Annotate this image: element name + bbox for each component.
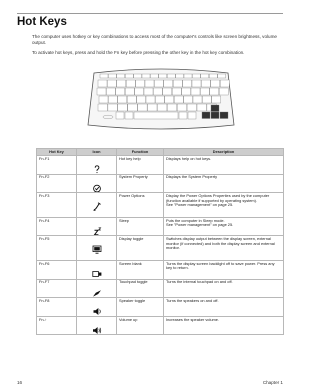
keyboard-key: [155, 96, 164, 103]
keyboard-key: [174, 96, 183, 103]
function-cell: Touchpad toggle: [117, 279, 164, 298]
keyboard-key: [212, 96, 221, 103]
arrow-key: [211, 105, 219, 112]
description-text: See "Power management" on page 25.: [166, 202, 234, 208]
description-text: Puts the computer in Sleep mode.: [166, 217, 225, 223]
function-cell: Screen blank: [117, 260, 164, 279]
description-text: Increases the speaker volume.: [166, 316, 219, 322]
hot-keys-table: [36, 148, 284, 335]
keyboard-key: [150, 74, 158, 78]
hot-key-cell: Fn-F3: [37, 193, 77, 218]
icon-cell: [77, 174, 117, 193]
description-text: See "Power management" on page 25.: [166, 222, 234, 228]
keyboard-key: [172, 88, 181, 95]
keyboard-key: [202, 96, 211, 103]
description-cell: [164, 174, 284, 193]
keyboard-key: [184, 96, 193, 103]
keyboard-key: [98, 80, 107, 87]
keyboard-key: [148, 104, 158, 111]
description-text: Turns the speakers on and off.: [166, 297, 219, 303]
keyboard-key: [157, 104, 167, 111]
system-property-icon: [92, 184, 102, 193]
keyboard-key: [118, 104, 128, 111]
icon-cell: [77, 279, 117, 298]
icon-cell: [77, 298, 117, 317]
keyboard-key: [145, 80, 154, 87]
table-row: [37, 174, 284, 193]
keyboard-key: [210, 88, 219, 95]
table-header-row: [37, 149, 284, 156]
column-header: Icon: [77, 149, 117, 156]
keyboard-key: [136, 80, 145, 87]
keyboard-key: [125, 74, 133, 78]
keyboard-illustration: [86, 67, 236, 132]
keyboard-key: [176, 74, 184, 78]
keyboard-key: [100, 74, 108, 78]
keyboard-key: [146, 96, 155, 103]
keyboard-key: [118, 96, 127, 103]
hot-key-cell: Fn-F7: [37, 279, 77, 298]
keyboard-key: [163, 88, 172, 95]
description-text: Display the Power Options Properties used by the computer (function available if supported by operating system).: [166, 192, 270, 203]
keyboard-key: [187, 104, 197, 111]
description-cell: [164, 236, 284, 261]
keyboard-key: [200, 88, 209, 95]
power-options-icon: [92, 202, 102, 211]
description-text: Switches display output between the display screen, external monitor (if connected) and both the display screen and external monitor.: [166, 236, 275, 251]
keyboard-key: [98, 104, 108, 111]
table-row: [37, 279, 284, 298]
keyboard-key: [173, 80, 182, 87]
keyboard-key: [218, 74, 226, 78]
function-cell: Power Options: [117, 193, 164, 218]
description-cell: [164, 260, 284, 279]
keyboard-key: [182, 88, 191, 95]
hot-key-cell: Fn-F5: [37, 236, 77, 261]
keyboard-key: [108, 74, 116, 78]
keyboard-key: [144, 88, 153, 95]
keyboard-key: [211, 80, 220, 87]
function-cell: System Property: [117, 174, 164, 193]
icon-cell: [77, 260, 117, 279]
keyboard-key: [99, 96, 108, 103]
page-title: Hot Keys: [17, 16, 67, 28]
description-cell: [164, 217, 284, 236]
keyboard-key: [219, 88, 228, 95]
keyboard-key: [167, 104, 177, 111]
table-row: [37, 236, 284, 261]
keyboard-key: [117, 80, 126, 87]
keyboard-key: [159, 74, 167, 78]
keyboard-key: [201, 80, 210, 87]
description-cell: [164, 279, 284, 298]
keyboard-key: [179, 112, 187, 119]
table-row: [37, 217, 284, 236]
arrow-key: [211, 112, 219, 119]
function-cell: Volume up: [117, 316, 164, 335]
arrow-key: [220, 112, 228, 119]
question-mark-icon: [92, 165, 102, 174]
keyboard-key: [135, 88, 144, 95]
keyboard-key: [220, 80, 229, 87]
keyboard-key: [117, 74, 125, 78]
table-row: [37, 156, 284, 175]
keyboard-key: [116, 88, 125, 95]
instruction-paragraph: To activate hot keys, press and hold the Fn key before pressing the other key in the hot key combination.: [32, 50, 245, 55]
description-text: Turns the display screen backlight off to save power. Press any key to return.: [166, 260, 275, 271]
hot-key-cell: Fn-F4: [37, 217, 77, 236]
table-row: [37, 316, 284, 335]
function-cell: Sleep: [117, 217, 164, 236]
keyboard-key: [125, 112, 133, 119]
keyboard-key: [183, 80, 192, 87]
volume-up-icon: [92, 326, 102, 335]
keyboard-key: [126, 80, 135, 87]
description-text: Turns the internal touchpad on and off.: [166, 279, 233, 285]
keyboard-key: [167, 74, 175, 78]
sleep-icon: [92, 227, 102, 236]
keyboard-key: [134, 112, 178, 119]
description-cell: [164, 298, 284, 317]
keyboard-key: [128, 104, 138, 111]
keyboard-key: [209, 74, 217, 78]
column-header: Hot Key: [37, 149, 77, 156]
description-text: Displays help on hot keys.: [166, 155, 212, 161]
table-row: [37, 193, 284, 218]
keyboard-key: [188, 112, 196, 119]
keyboard-key: [184, 74, 192, 78]
keyboard-key: [201, 74, 209, 78]
column-header: Description: [164, 149, 284, 156]
keyboard-key: [153, 88, 162, 95]
keyboard-key: [108, 104, 118, 111]
icon-cell: [77, 193, 117, 218]
keyboard-key: [164, 80, 173, 87]
hot-key-cell: Fn-F8: [37, 298, 77, 317]
keyboard-key: [127, 96, 136, 103]
column-header: Function: [117, 149, 164, 156]
keyboard-key: [192, 74, 200, 78]
function-cell: Display toggle: [117, 236, 164, 261]
table-row: [37, 260, 284, 279]
hot-key-cell: Fn-F6: [37, 260, 77, 279]
icon-cell: [77, 236, 117, 261]
keyboard-key: [191, 88, 200, 95]
icon-cell: [77, 316, 117, 335]
keyboard-key: [154, 80, 163, 87]
table-row: [37, 298, 284, 317]
arrow-key: [202, 112, 210, 119]
keyboard-key: [177, 104, 187, 111]
hot-key-cell: Fn-F1: [37, 156, 77, 175]
touchpad-toggle-icon: [92, 289, 102, 298]
description-cell: [164, 156, 284, 175]
keyboard-key: [137, 96, 146, 103]
keyboard-key: [165, 96, 174, 103]
keyboard-key: [116, 112, 124, 119]
hot-key-cell: Fn-F2: [37, 174, 77, 193]
top-rule: [17, 13, 283, 14]
intro-paragraph: The computer uses hotkey or key combinations to access most of the computer's controls like screen brightness, volume output.: [32, 34, 277, 45]
icon-cell: [77, 156, 117, 175]
chapter-label: Chapter 1: [262, 380, 283, 385]
description-cell: [164, 193, 284, 218]
description-cell: [164, 316, 284, 335]
hot-key-cell: Fn-↑: [37, 316, 77, 335]
keyboard-key: [197, 104, 207, 111]
keyboard-key: [108, 96, 117, 103]
icon-cell: [77, 217, 117, 236]
speaker-toggle-icon: [92, 307, 102, 316]
keyboard-key: [125, 88, 134, 95]
keyboard-key: [97, 88, 106, 95]
keyboard-key: [192, 80, 201, 87]
keyboard-key: [193, 96, 202, 103]
screen-blank-icon: [92, 270, 102, 279]
keyboard-key: [106, 88, 115, 95]
function-cell: Hot key help: [117, 156, 164, 175]
keyboard-key: [142, 74, 150, 78]
keyboard-key: [134, 74, 142, 78]
keyboard-key: [138, 104, 148, 111]
page-number: 16: [17, 380, 23, 385]
keyboard-key: [107, 80, 116, 87]
description-text: Displays the System Property: [166, 174, 218, 180]
display-toggle-icon: [92, 245, 102, 254]
function-cell: Speaker toggle: [117, 298, 164, 317]
